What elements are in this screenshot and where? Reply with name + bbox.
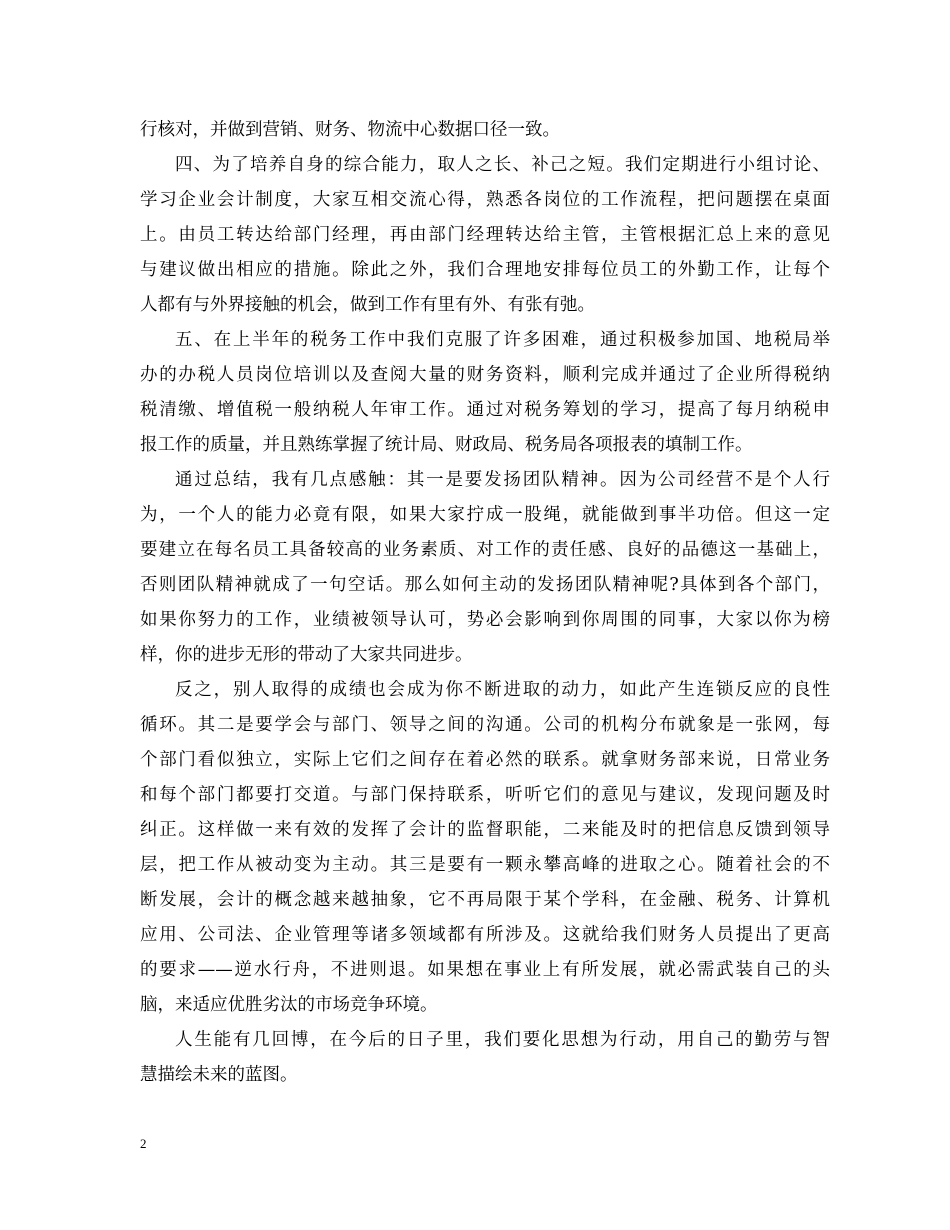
text-line: 通过总结，我有几点感触：其一是要发扬团队精神。因为公司经营不是个人行 bbox=[175, 470, 830, 490]
text-line: 税清缴、增值税一般纳税人年审工作。通过对税务筹划的学习，提高了每月纳税申 bbox=[140, 400, 830, 420]
text-line: 样，你的进步无形的带动了大家共同进步。 bbox=[140, 645, 473, 665]
text-line: 为，一个人的能力必竟有限，如果大家拧成一股绳，就能做到事半功倍。但这一定 bbox=[140, 505, 830, 525]
text-line: 上。由员工转达给部门经理，再由部门经理转达给主管，主管根据汇总上来的意见 bbox=[140, 225, 830, 245]
text-line: 五、在上半年的税务工作中我们克服了许多困难，通过积极参加国、地税局举 bbox=[175, 330, 830, 350]
text-line: 个部门看似独立，实际上它们之间存在着必然的联系。就拿财务部来说，日常业务 bbox=[140, 750, 830, 770]
page-number: 2 bbox=[140, 1136, 147, 1151]
text-line: 和每个部门都要打交道。与部门保持联系，听听它们的意见与建议，发现问题及时 bbox=[140, 785, 830, 805]
text-line: 四、为了培养自身的综合能力，取人之长、补己之短。我们定期进行小组讨论、 bbox=[175, 155, 830, 175]
text-line: 学习企业会计制度，大家互相交流心得，熟悉各岗位的工作流程，把问题摆在桌面 bbox=[140, 190, 830, 210]
text-line: 脑，来适应优胜劣汰的市场竞争环境。 bbox=[140, 995, 438, 1015]
text-line: 报工作的质量，并且熟练掌握了统计局、财政局、税务局各项报表的填制工作。 bbox=[140, 435, 753, 455]
text-line: 循环。其二是要学会与部门、领导之间的沟通。公司的机构分布就象是一张网，每 bbox=[140, 715, 830, 735]
text-line: 慧描绘未来的蓝图。 bbox=[140, 1065, 298, 1085]
text-line: 行核对，并做到营销、财务、物流中心数据口径一致。 bbox=[140, 120, 560, 140]
text-line: 的要求——逆水行舟，不进则退。如果想在事业上有所发展，就必需武装自己的头 bbox=[140, 960, 830, 980]
text-line: 断发展，会计的概念越来越抽象，它不再局限于某个学科，在金融、税务、计算机 bbox=[140, 890, 830, 910]
text-line: 办的办税人员岗位培训以及查阅大量的财务资料，顺利完成并通过了企业所得税纳 bbox=[140, 365, 830, 385]
text-line: 人都有与外界接触的机会，做到工作有里有外、有张有弛。 bbox=[140, 295, 595, 315]
text-line: 人生能有几回博，在今后的日子里，我们要化思想为行动，用自己的勤劳与智 bbox=[175, 1030, 830, 1050]
text-line: 如果你努力的工作，业绩被领导认可，势必会影响到你周围的同事，大家以你为榜 bbox=[140, 610, 830, 630]
text-line: 要建立在每名员工具备较高的业务素质、对工作的责任感、良好的品德这一基础上， bbox=[140, 540, 830, 560]
text-line: 与建议做出相应的措施。除此之外，我们合理地安排每位员工的外勤工作，让每个 bbox=[140, 260, 830, 280]
text-line: 否则团队精神就成了一句空话。那么如何主动的发扬团队精神呢?具体到各个部门， bbox=[140, 575, 830, 595]
text-line: 纠正。这样做一来有效的发挥了会计的监督职能，二来能及时的把信息反馈到领导 bbox=[140, 820, 830, 840]
text-line: 层，把工作从被动变为主动。其三是要有一颗永攀高峰的进取之心。随着社会的不 bbox=[140, 855, 830, 875]
text-line: 反之，别人取得的成绩也会成为你不断进取的动力，如此产生连锁反应的良性 bbox=[175, 680, 830, 700]
text-line: 应用、公司法、企业管理等诸多领域都有所涉及。这就给我们财务人员提出了更高 bbox=[140, 925, 830, 945]
